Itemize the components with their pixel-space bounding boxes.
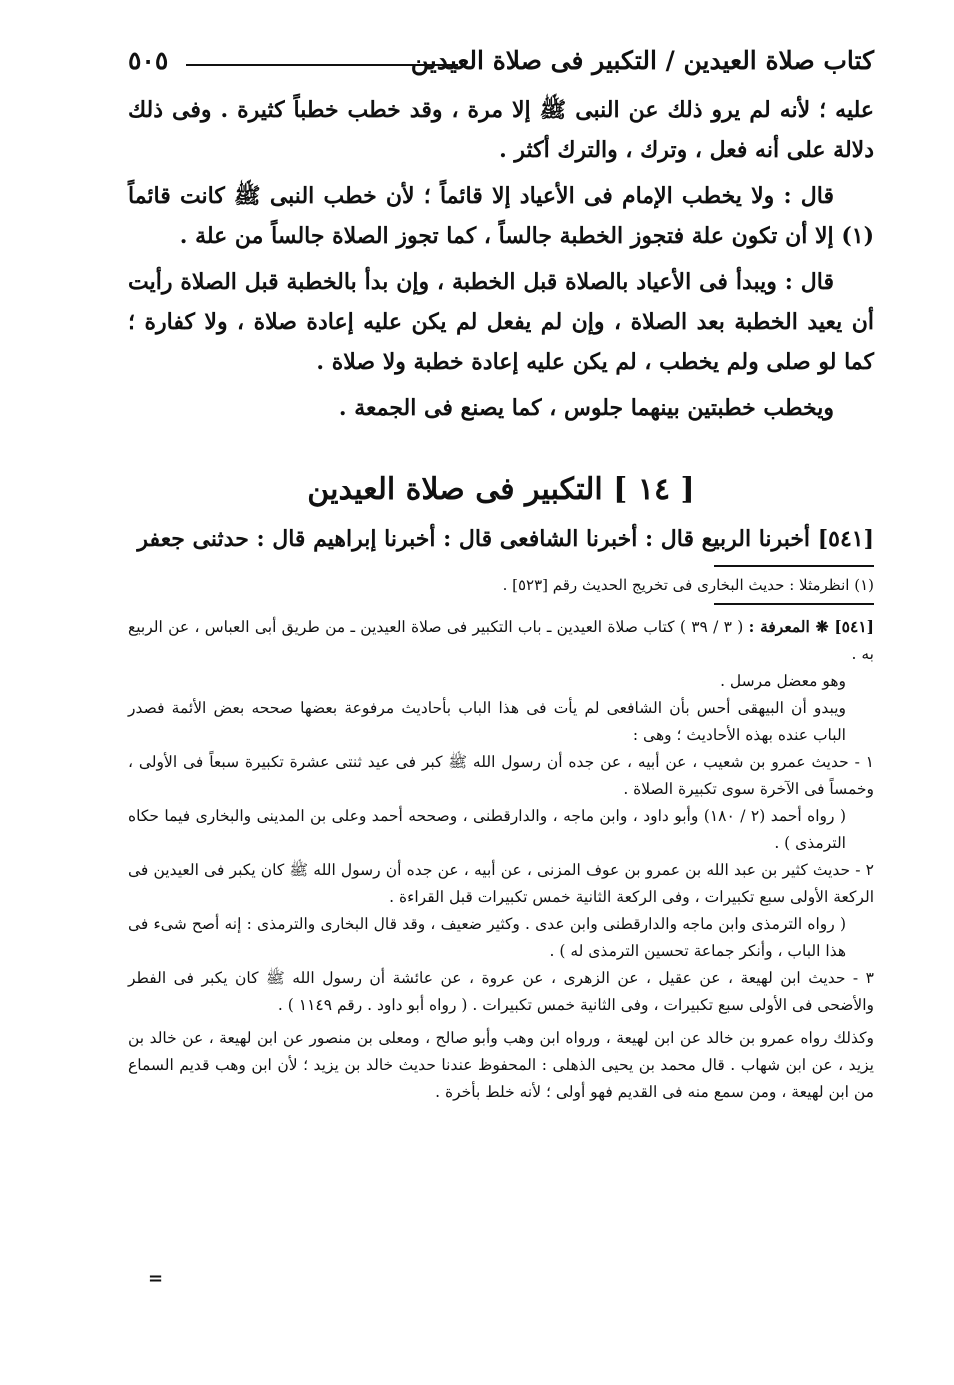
- commentary-item: ٣ - حديث ابن لهيعة ، عن عقيل ، عن الزهرى ، عن عروة ، عن عائشة أن رسول الله ﷺ كان يكبر فى الفطر والأضحى فى الأولى سبع تكبيرات ، وفى الثانية خمس تكبيرات . ( رواه أبو داود . رقم ١١٤٩ ) .: [128, 969, 874, 1014]
- commentary: [128, 613, 874, 1106]
- commentary-label: [٥٤١] ❋ المعرفة :: [748, 617, 874, 636]
- paragraph: عليه ؛ لأنه لم يرو ذلك عن النبى ﷺ إلا مرة ، وقد خطب خطباً كثيرة . وفى ذلك دلالة على أنه فعل ، وترك ، والترك أكثر .: [128, 97, 874, 163]
- commentary-item: ١ - حديث عمرو بن شعيب ، عن أبيه ، عن جده أن رسول الله ﷺ كبر فى عيد ثنتى عشرة تكبيرة سبعاً فى الأولى ، وخمساً فى الآخرة سوى تكبيرة الصلاة .: [128, 753, 874, 798]
- qal-lead: قال :: [784, 269, 834, 295]
- footnote: (١) انظرمثلا : حديث البخارى فى تخريج الحديث رقم [٥٢٣] .: [502, 576, 874, 594]
- commentary-separator: [714, 603, 874, 605]
- commentary-text: ( ٣ / ٣٩ ) كتاب صلاة العيدين ـ باب التكبير فى صلاة العيدين ـ من طريق أبى العباس ، عن الربيع به .: [128, 618, 874, 663]
- book-page: [128, 40, 874, 1106]
- header-rule: [186, 64, 458, 66]
- commentary-line: [128, 613, 874, 668]
- commentary-line: وكذلك رواه عمرو بن خالد عن ابن لهيعة ، ورواه ابن وهب وأبو صالح ، ومعلى بن منصور عن ابن لهيعة ، عن خالد بن يزيد ، عن ابن شهاب . قال محمد بن يحيى الذهلى : المحفوظ عندنا حديث خالد بن يزيد ؛ لأن ابن وهب قديم السماع من ابن لهيعة ، ومن سمع منه فى القديم فهو أولى ؛ لأنه خلط بأخرة .: [128, 1029, 874, 1101]
- commentary-note: ( رواه أحمد (٢ / ١٨٠) وأبو داود ، وابن ماجه ، والدارقطنى ، وصححه أحمد وعلى بن المدينى والبخارى فيما حكاه الترمذى ) .: [128, 807, 847, 852]
- paragraph-text: ولا يخطب الإمام فى الأعياد إلا قائماً ؛ لأن خطب النبى ﷺ كانت قائماً (١) إلا أن تكون علة فتجوز الخطبة جالساً ، كما تجوز الصلاة جالساً من علة .: [128, 183, 874, 249]
- running-header: [128, 40, 874, 82]
- paragraph-text: ويبدأ فى الأعياد بالصلاة قبل الخطبة ، وإن بدأ بالخطبة قبل الصلاة رأيت أن يعيد الخطبة بعد الصلاة ، وإن لم يفعل لم يكن عليه إعادة صلاة ، ولا كفارة ؛ كما لو صلى ولم يخطب ، لم يكن عليه إعادة خطبة ولا صلاة .: [128, 269, 874, 375]
- qal-lead: قال :: [783, 183, 834, 209]
- hadith-chain: [٥٤١] أخبرنا الربيع قال : أخبرنا الشافعى قال : أخبرنا إبراهيم قال : حدثنى جعفر: [137, 526, 874, 552]
- footnote-separator: [714, 565, 874, 567]
- main-text: [128, 90, 874, 559]
- continuation-mark: =: [148, 1268, 164, 1289]
- commentary-item: ٢ - حديث كثير بن عبد الله بن عمرو بن عوف المزنى ، عن أبيه ، عن جده أن رسول الله ﷺ كان يكبر فى العيدين فى الركعة الأولى سبع تكبيرات ، وفى الركعة الثانية خمس تكبيرات قبل القراءة .: [128, 861, 874, 906]
- paragraph: [128, 262, 874, 382]
- page-number: ٥٠٥: [128, 46, 169, 75]
- section-heading: [ ١٤ ] التكبير فى صلاة العيدين: [307, 472, 695, 507]
- paragraph: ويخطب خطبتين بينهما جلوس ، كما يصنع فى الجمعة .: [338, 395, 834, 421]
- commentary-line: وهو معضل مرسل .: [720, 672, 846, 690]
- commentary-note: ( رواه الترمذى وابن ماجه والدارقطنى وابن عدى . وكثير ضعيف ، وقد قال البخارى والترمذى : إنه أصح شىء فى هذا الباب ، وأنكر جماعة تحسين الترمذى له ) .: [128, 915, 846, 960]
- running-title: كتاب صلاة العيدين / التكبير فى صلاة العيدين: [410, 46, 874, 75]
- commentary-line: ويبدو أن البيهقى أحس بأن الشافعى لم يأت فى هذا الباب بأحاديث مرفوعة بعضها صححه بعض الأئمة فصدر الباب عنده بهذه الأحاديث ؛ وهى :: [128, 699, 846, 744]
- paragraph: [128, 176, 874, 256]
